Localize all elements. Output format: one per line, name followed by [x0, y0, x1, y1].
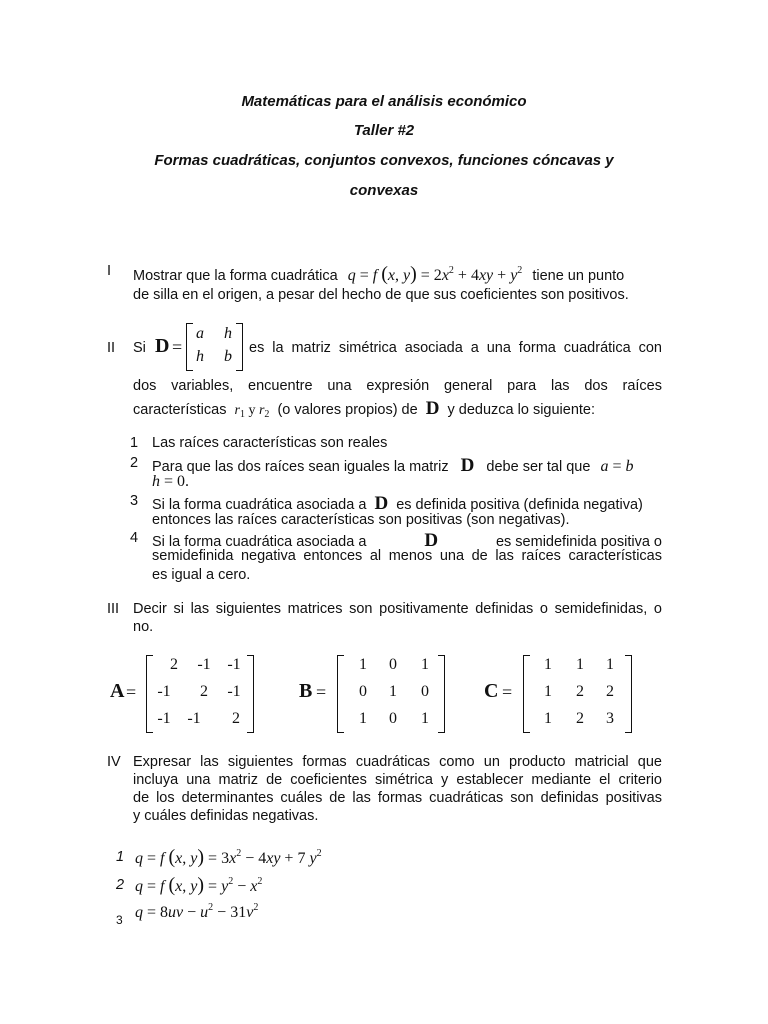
matrix-cell: -1 — [157, 710, 171, 727]
matrix-cell: -1 — [227, 683, 241, 700]
list-item-3-matrix-name: D — [374, 493, 389, 514]
section-2-text-c2: (o valores propios) de — [277, 402, 418, 418]
matrix-cell: a — [196, 325, 204, 342]
list-item-4-text-b: es semidefinida positiva o — [495, 534, 662, 550]
list-item-4-number: 4 — [130, 530, 139, 546]
matrix-cell: 0 — [389, 656, 397, 673]
matrix-cell: 1 — [544, 710, 552, 727]
matrix-cell: h — [196, 348, 204, 365]
matrix-cell: 3 — [606, 710, 614, 727]
list-item-4-matrix-name: D — [424, 530, 439, 551]
equality-a-b: a = b — [600, 458, 634, 475]
matrix-cell: -1 — [197, 656, 211, 673]
matrix-cell: 1 — [544, 656, 552, 673]
matrix-cell: 2 — [606, 683, 614, 700]
formula-3-number: 3 — [116, 913, 123, 927]
matrix-cell: h — [224, 325, 232, 342]
section-2-matrix-name: D — [155, 335, 170, 357]
list-item-1-number: 1 — [130, 435, 139, 451]
right-bracket — [625, 655, 632, 733]
section-2-equals: = — [172, 337, 183, 357]
section-4-line-3: de los determinantes cuáles de las formas cuadráticas son definidas positivas — [133, 790, 662, 806]
section-1-line-2: de silla en el origen, a pesar del hecho de que sus coeficientes son positivos. — [133, 287, 629, 303]
matrix-cell: 2 — [576, 710, 584, 727]
matrix-cell: -1 — [227, 656, 241, 673]
list-item-2-number: 2 — [130, 455, 139, 471]
section-2-numeral: II — [107, 340, 116, 356]
section-4-line-4: y cuáles definidas negativas. — [133, 808, 319, 824]
section-1-numeral: I — [107, 263, 112, 279]
matrix-cell: 2 — [232, 710, 240, 727]
matrix-cell: 1 — [359, 710, 367, 727]
matrix-cell: 2 — [170, 656, 178, 673]
matrix-cell: 1 — [576, 656, 584, 673]
left-bracket — [523, 655, 530, 733]
matrix-cell: 1 — [606, 656, 614, 673]
matrix-b-name: B — [299, 680, 313, 702]
formula-1-number: 1 — [116, 849, 125, 865]
section-4-line-1: Expresar las siguientes formas cuadráticas como un producto matricial que — [133, 754, 662, 770]
section-4-numeral: IV — [107, 754, 121, 770]
topic-line-1: Formas cuadráticas, conjuntos convexos, funciones cóncavas y — [154, 152, 614, 169]
matrix-cell: 0 — [421, 683, 429, 700]
list-item-3-text-b: es definida positiva (definida negativa) — [396, 497, 643, 513]
matrix-cell: 1 — [544, 683, 552, 700]
matrix-cell: -1 — [187, 710, 201, 727]
matrix-cell: 1 — [359, 656, 367, 673]
section-1-text-b: tiene un punto — [532, 268, 625, 284]
matrix-a-name: A — [110, 680, 125, 702]
section-2-line-1: es la matriz simétrica asociada a una forma cuadrática con — [249, 340, 662, 356]
right-bracket — [247, 655, 254, 733]
course-title: Matemáticas para el análisis económico — [241, 93, 527, 110]
section-3-line-1: Decir si las siguientes matrices son positivamente definidas o semidefinidas, o — [133, 601, 662, 617]
section-1-text-a: Mostrar que la forma cuadrática — [133, 268, 338, 284]
list-item-3-text-a: Si la forma cuadrática asociada a — [152, 497, 367, 513]
matrix-cell: 2 — [200, 683, 208, 700]
section-4-line-2: incluya una matriz de coeficientes simétrica y establecer mediante el criterio — [133, 772, 662, 788]
list-item-2-line-1 — [152, 455, 633, 477]
matrix-c-equals: = — [502, 682, 513, 702]
matrix-b-equals: = — [316, 682, 327, 702]
topic-line-2: convexas — [349, 182, 419, 199]
formula-2: q = f (x, $y) = y^2 - x^2$ — [135, 874, 263, 896]
formula-2-number: 2 — [116, 877, 125, 893]
list-item-4-line-2: semidefinida negativa entonces al menos una de las raíces características — [152, 548, 662, 564]
formula-3: $q = 8uv - u^2 - 31v^2$ — [135, 902, 259, 921]
workshop-title: Taller #2 — [353, 122, 415, 139]
matrix-cell: -1 — [157, 683, 171, 700]
list-item-3-line-2: entonces las raíces características son positivas (son negativas). — [152, 512, 570, 528]
section-3-numeral: III — [107, 601, 120, 617]
left-bracket — [186, 323, 193, 371]
right-bracket — [438, 655, 445, 733]
section-2-line-3 — [133, 398, 595, 420]
matrix-cell: 1 — [421, 710, 429, 727]
list-item-3-number: 3 — [130, 493, 139, 509]
section-2-matrix-name-ref: D — [425, 398, 440, 419]
list-item-2-matrix-name: D — [460, 455, 475, 476]
matrix-cell: 0 — [359, 683, 367, 700]
section-2-text-c1: características — [133, 402, 227, 418]
section-2-text-c3: y deduzca lo siguiente: — [447, 402, 596, 418]
matrix-cell: b — [224, 348, 232, 365]
section-1-formula: q = f (x, $y) = 2x^2 + 4xy + y^2$ — [347, 263, 523, 285]
section-2-si: Si — [133, 340, 146, 356]
matrix-cell: 0 — [389, 710, 397, 727]
matrix-c-name: C — [484, 680, 499, 702]
matrix-a-equals: = — [126, 682, 137, 702]
roots-formula: $r_1$ y $r_2$ — [234, 403, 270, 420]
section-1-line-1 — [133, 263, 624, 286]
matrix-cell: 2 — [576, 683, 584, 700]
section-2-line-2: dos variables, encuentre una expresión general para las dos raíces — [133, 378, 662, 394]
right-bracket — [236, 323, 243, 371]
list-item-4-line-3: es igual a cero. — [152, 567, 251, 583]
equality-h-zero: h = 0. — [152, 473, 190, 490]
list-item-2-text-b: debe ser tal que — [486, 459, 591, 475]
list-item-2-text-a: Para que las dos raíces sean iguales la matriz — [152, 459, 449, 475]
section-3-line-2: no. — [133, 619, 154, 635]
matrix-cell: 1 — [389, 683, 397, 700]
formula-1: q = f (x, $y) = 3x^2 - 4xy + 7$ $y^2$ — [135, 846, 322, 868]
list-item-1-text: Las raíces características son reales — [152, 435, 388, 451]
matrix-cell: 1 — [421, 656, 429, 673]
left-bracket — [337, 655, 344, 733]
list-item-4-text-a: Si la forma cuadrática asociada a — [152, 534, 367, 550]
